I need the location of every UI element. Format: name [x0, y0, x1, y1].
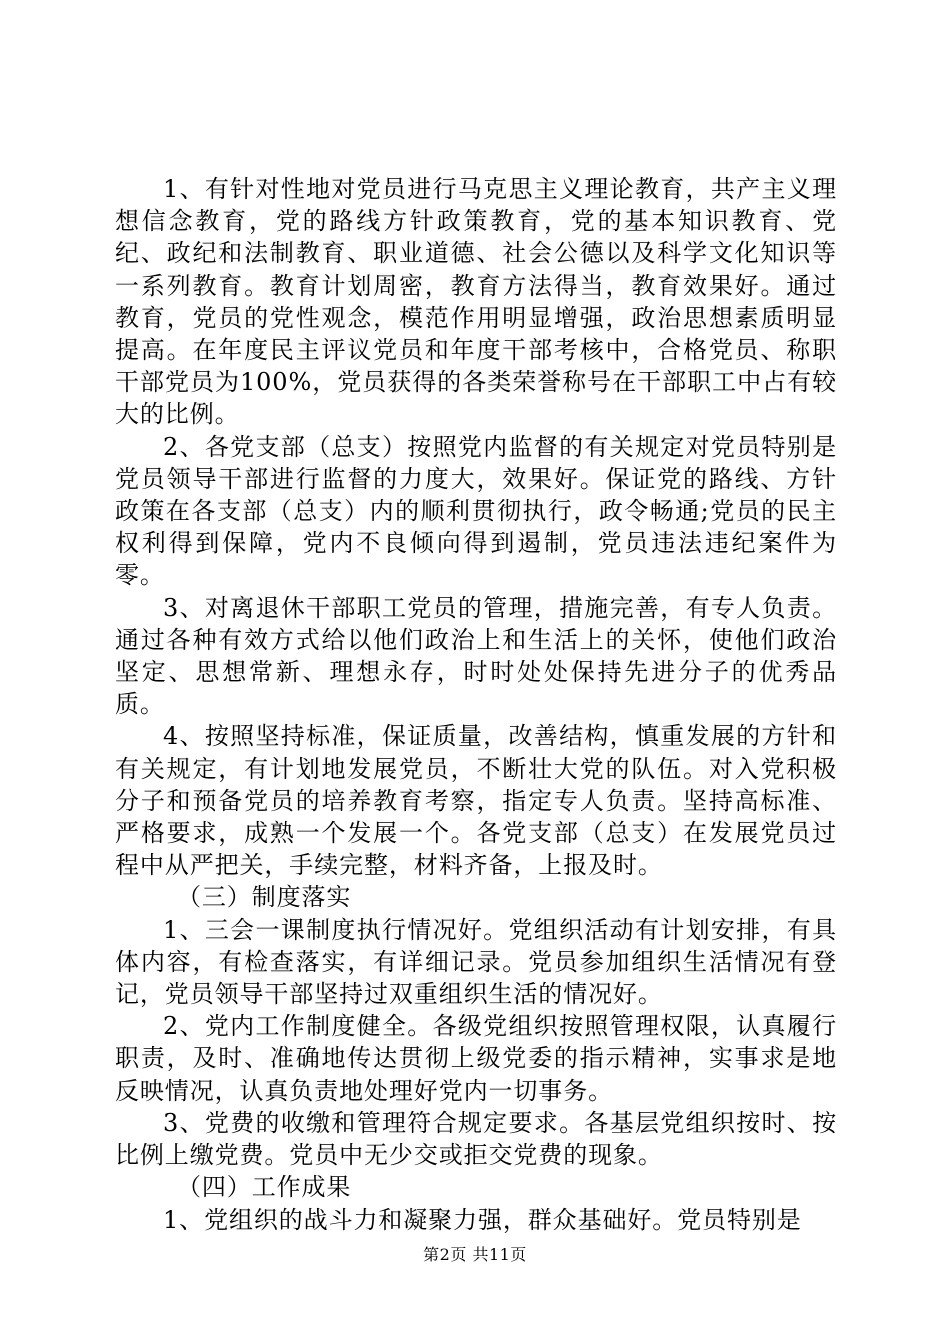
paragraph-party-education: 1、有针对性地对党员进行马克思主义理论教育，共产主义理想信念教育，党的路线方针政策教育，党的基本知识教育、党纪、政纪和法制教育、职业道德、社会公德以及科学文化知识等一系列教育。教育计划周密，教育方法得当，教育效果好。通过教育，党员的党性观念，模范作用明显增强，政治思想素质明显提高。在年度民主评议党员和年度干部考核中，合格党员、称职干部党员为100%，党员获得的各类荣誉称号在干部职工中占有较大的比例。	[115, 175, 837, 429]
paragraph-member-development: 4、按照坚持标准，保证质量，改善结构，慎重发展的方针和有关规定，有计划地发展党员，不断壮大党的队伍。对入党积极分子和预备党员的培养教育考察，指定专人负责。坚持高标准、严格要求，成熟一个发展一个。各党支部（总支）在发展党员过程中从严把关，手续完整，材料齐备，上报及时。	[115, 722, 837, 880]
section-heading-system-implementation: （三）制度落实	[177, 883, 352, 912]
paragraph-fighting-capacity: 1、党组织的战斗力和凝聚力强，群众基础好。党员特别是	[163, 1205, 802, 1234]
paragraph-retired-members: 3、对离退休干部职工党员的管理，措施完善，有专人负责。通过各种有效方式给以他们政治上和生活上的关怀，使他们政治坚定、思想常新、理想永存，时时处处保持先进分子的优秀品质。	[115, 593, 837, 719]
paragraph-work-system: 2、党内工作制度健全。各级党组织按照管理权限，认真履行职责，及时、准确地传达贯彻上级党委的指示精神，实事求是地反映情况，认真负责地处理好党内一切事务。	[115, 1012, 837, 1105]
paragraph-three-meetings: 1、三会一课制度执行情况好。党组织活动有计划安排，有具体内容，有检查落实，有详细记录。党员参加组织生活情况有登记，党员领导干部坚持过双重组织生活的情况好。	[115, 915, 837, 1009]
paragraph-party-supervision: 2、各党支部（总支）按照党内监督的有关规定对党员特别是党员领导干部进行监督的力度大，效果好。保证党的路线、方针政策在各支部（总支）内的顺利贯彻执行，政令畅通;党员的民主权利得到保障，党内不良倾向得到遏制，党员违法违纪案件为零。	[115, 432, 837, 590]
page-number: 第2页 共11页	[423, 1245, 527, 1264]
section-heading-work-results: （四）工作成果	[177, 1173, 352, 1202]
paragraph-party-dues: 3、党费的收缴和管理符合规定要求。各基层党组织按时、按比例上缴党费。党员中无少交或拒交党费的现象。	[115, 1108, 837, 1170]
document-body	[115, 173, 837, 1236]
